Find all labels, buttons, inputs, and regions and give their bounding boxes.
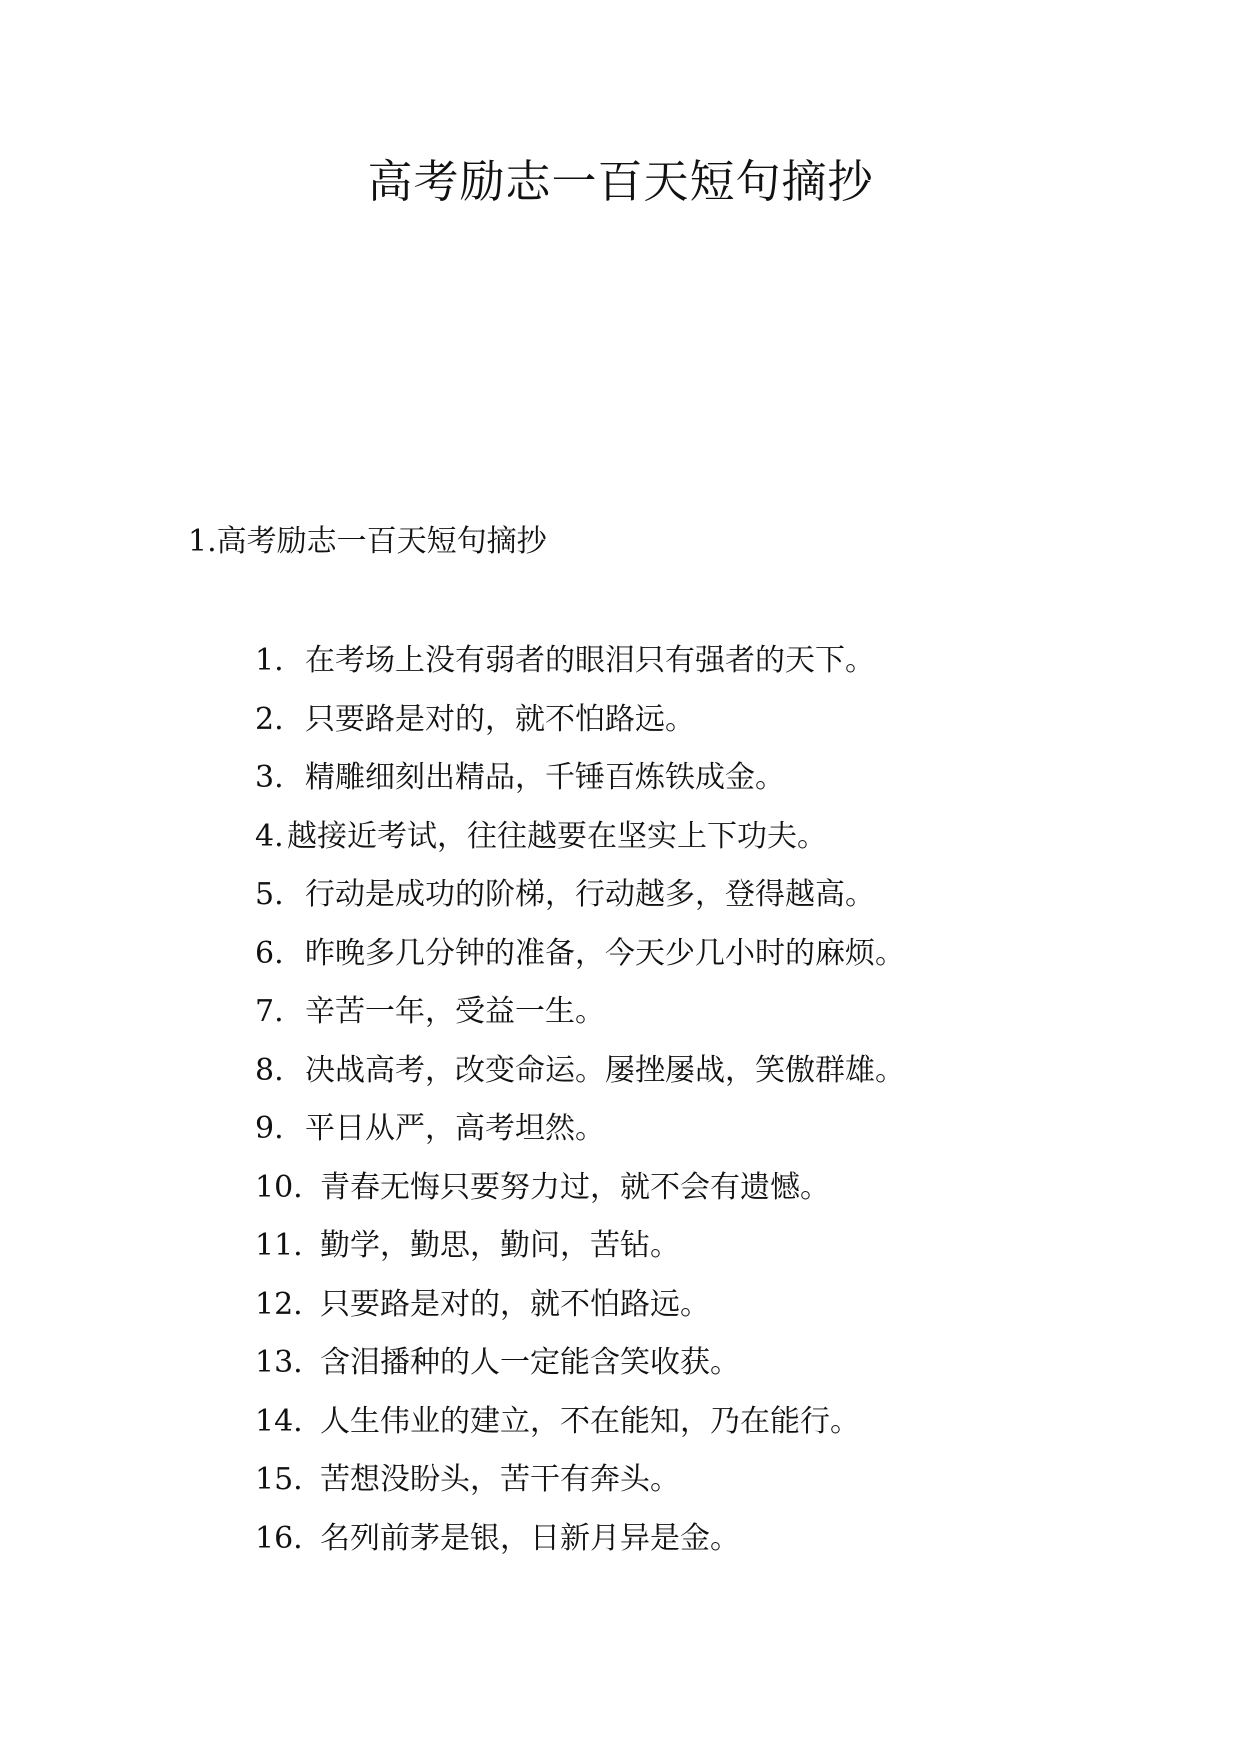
list-item-text: 人生伟业的建立，不在能知，乃在能行。 xyxy=(320,1403,860,1439)
list-item-number: 5. xyxy=(255,877,284,912)
list-item-text: 只要路是对的，就不怕路远。 xyxy=(305,701,695,737)
page-title: 高考励志一百天短句摘抄 xyxy=(367,155,874,208)
list-item-number: 2. xyxy=(255,701,284,737)
list-item-number: 8. xyxy=(255,1052,284,1088)
list-item-number: 9. xyxy=(255,1111,284,1146)
list-item-text: 名列前茅是银，日新月异是金。 xyxy=(320,1520,740,1556)
list-item-text: 平日从严，高考坦然。 xyxy=(305,1111,605,1146)
list-item-number: 13. xyxy=(255,1345,303,1380)
list-item-2 xyxy=(255,700,905,759)
list-item-16 xyxy=(255,1519,905,1578)
list-item-12 xyxy=(255,1285,905,1344)
list-item-number: 3. xyxy=(255,760,284,795)
list-item-number: 4. xyxy=(255,818,284,854)
list-item-text: 越接近考试，往往越要在坚实上下功夫。 xyxy=(287,818,827,854)
list-item-number: 15. xyxy=(255,1462,303,1497)
list-item-number: 12. xyxy=(255,1286,303,1322)
list-item-4 xyxy=(255,817,905,876)
list-item-8 xyxy=(255,1051,905,1110)
list-item-number: 11. xyxy=(255,1228,303,1263)
list-item-text: 含泪播种的人一定能含笑收获。 xyxy=(320,1345,740,1380)
list-item-text: 昨晚多几分钟的准备，今天少几小时的麻烦。 xyxy=(305,935,905,971)
list-item-text: 在考场上没有弱者的眼泪只有强者的天下。 xyxy=(305,643,875,678)
list-item-number: 16. xyxy=(255,1520,303,1556)
list-item-text: 青春无悔只要努力过，就不会有遗憾。 xyxy=(320,1169,830,1205)
list-item-text: 勤学，勤思，勤问，苦钻。 xyxy=(320,1228,680,1263)
quote-list xyxy=(255,641,905,1577)
list-item-7 xyxy=(255,992,905,1051)
list-item-10 xyxy=(255,1168,905,1227)
list-item-number: 1. xyxy=(255,643,284,678)
list-item-15 xyxy=(255,1460,905,1519)
list-item-text: 决战高考，改变命运。屡挫屡战，笑傲群雄。 xyxy=(305,1052,905,1088)
list-item-14 xyxy=(255,1402,905,1461)
list-item-5 xyxy=(255,875,905,934)
section-heading: 1.高考励志一百天短句摘抄 xyxy=(188,524,547,559)
list-item-text: 行动是成功的阶梯，行动越多，登得越高。 xyxy=(305,877,875,912)
list-item-number: 14. xyxy=(255,1403,303,1439)
list-item-text: 精雕细刻出精品，千锤百炼铁成金。 xyxy=(305,760,785,795)
list-item-11 xyxy=(255,1226,905,1285)
list-item-number: 10. xyxy=(255,1169,303,1205)
list-item-13 xyxy=(255,1343,905,1402)
list-item-text: 辛苦一年，受益一生。 xyxy=(305,994,605,1029)
list-item-3 xyxy=(255,758,905,817)
list-item-number: 7. xyxy=(255,994,284,1029)
list-item-number: 6. xyxy=(255,935,284,971)
list-item-6 xyxy=(255,934,905,993)
list-item-text: 苦想没盼头，苦干有奔头。 xyxy=(320,1462,680,1497)
list-item-text: 只要路是对的，就不怕路远。 xyxy=(320,1286,710,1322)
list-item-9 xyxy=(255,1109,905,1168)
list-item-1 xyxy=(255,641,905,700)
